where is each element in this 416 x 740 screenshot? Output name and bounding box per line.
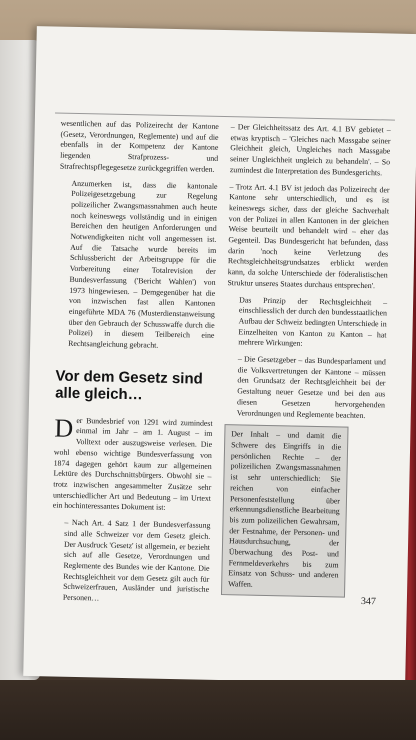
right-column [221,122,391,598]
book-page [23,26,416,684]
quote-paragraph: – Trotz Art. 4.1 BV ist jedoch das Polizeirecht der Kantone sehr unterschiedlich, und es ist keineswegs sicher, dass der gleiche Sachverhalt von der Polizei in allen Kantonen in der gleichen Weise beurteilt und behandelt wird – eher das Gegenteil. Das Bundesgericht hat befunden, dass darin 'noch keine Verletzung des Rechtsgleichheitsgrundsatzes erblickt werden kann, da solche Unterschiede der föderalistischen Struktur unseres Staates durchaus entsprechen'. [227,181,390,291]
quote-paragraph: – Nach Art. 4 Satz 1 der Bundesverfassung sind alle Schweizer vor dem Gesetz gleich. Der Ausdruck 'Gesetz' ist allgemein, er bezieht sich auf alle Gesetze, Verordnungen und Reglemente des Bundes wie der Kantone. Die Rechtsgleichheit vor dem Gesetz gilt auch für Schweizerfrauen, Ausländer und juristische Personen… [62,517,211,603]
dropcap: D [54,413,74,443]
paragraph: Anzumerken ist, dass die kantonale Polizeigesetzgebung zur Regelung polizeilicher Zwangsmassnahmen auch heute noch keineswegs vollständig und in einigen Bereichen den heutigen Anforderungen und Notwendigkeiten nicht voll angemessen ist. Auf die Tatsache wurde bereits im Schlussbericht der Arbeitsgruppe für die Vorbereitung einer Totalrevision der Bundesverfassung ('Bericht Wahlen') von 1973 hingewiesen. – Demgegenüber hat die von inzwischen fast allen Kantonen eingeführte MDA 76 (Musterdienstanweisung über den Gebrauch der Schusswaffe durch die Polizei) in diesem Teilbereich eine Rechtsangleichung gebracht. [68,178,218,350]
page-number: 347 [360,595,376,608]
paragraph-dropcap [53,415,213,515]
section-heading: Vor dem Gesetz sind alle gleich… [54,367,203,404]
table-shadow [0,680,416,740]
left-column [51,119,219,607]
quote-paragraph: – Die Gesetzgeber – das Bundesparlament und die Volksvertretungen der Kantone – müssen den Grundsatz der Rechtsgleichheit bei der Gestaltung neuer Gesetze und bei den aus diesen Gesetzen hervorgehenden Verordnungen und Reglemente beachten. [236,354,386,420]
paragraph-text: er Bundesbrief von 1291 wird zumindest einmal im Jahr – am 1. August – im Volltext oder auszugsweise verlesen. Die wohl ebenso wichtige Bundesverfassung von 1874 dagegen gehört kaum zur allgemeinen Lektüre des Durchschnittsbürgers. Obwohl sie – trotz inzwischen angesammelter Zusätze sehr unterschiedlicher Art und Bedeutung – im Urtext ein hochinteressantes Dokument ist: [52,415,213,513]
paragraph: Das Prinzip der Rechtsgleichheit – einschliesslich der durch den bundesstaatlichen Aufbau der Schweiz bedingten Unterschiede in Einzelheiten von Kanton zu Kanton – hat mehrere Wirkungen: [238,294,388,349]
highlight-box [221,424,349,597]
quote-paragraph: – Der Gleichheitssatz des Art. 4.1 BV gebietet – etwas kryptisch – 'Gleiches nach Massgabe seiner Gleichheit gleich, Ungleiches nach Massgabe seiner Ungleichheit ungleich zu behandeln'. – So zumindest die Interpretation des Bundesgerichts. [229,122,391,178]
highlight-box-text: Der Inhalt – und damit die Schwere des Eingriffs in die persönlichen Rechte – der polizeilichen Zwangsmassnahmen ist sehr unterschiedlich: Sie reichen von einfacher Personenfeststellung über erkennungsdienstliche Bearbeitung bis zum polizeilichen Gewahrsam, der Festnahme, der Personen- und Hausdurchsuchung, der Überwachung des Post- und Fernmeldeverkehrs bis zum Einsatz von Schuss- und anderen Waffen. [228,429,342,589]
paragraph: wesentlichen auf das Polizeirecht der Kantone (Gesetz, Verordnungen, Reglemente) und auf die ebenfalls in der Kompetenz der Kantone liegenden Strafprozess- und Strafrechtspflegegesetze zurückgegriffen werden. [59,118,219,174]
